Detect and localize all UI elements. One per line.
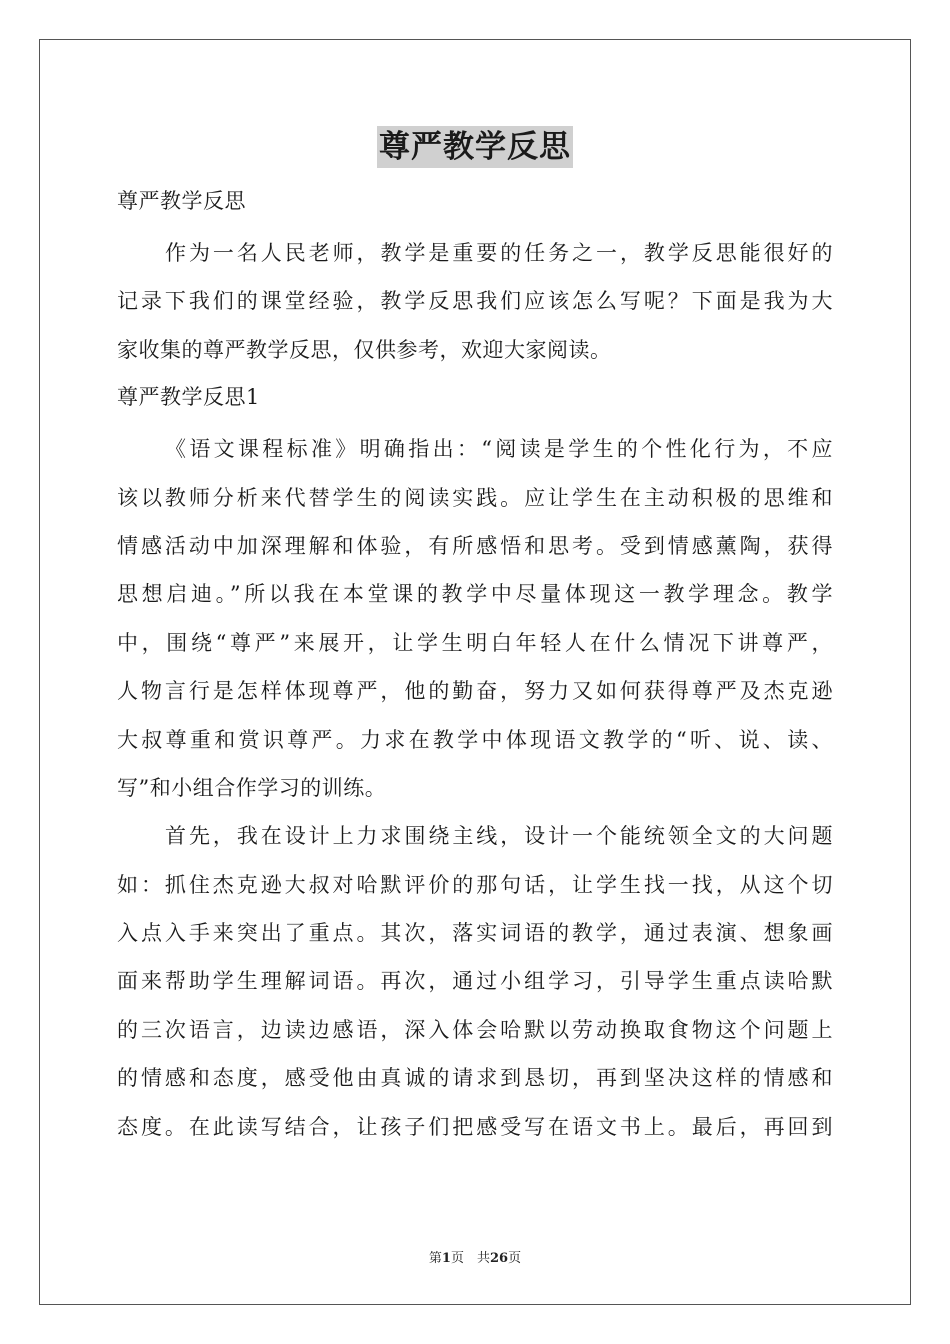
intro-heading: 尊严教学反思 <box>117 189 246 213</box>
paragraph-line: 《语文课程标准》明确指出：“阅读是学生的个性化行为，不应 <box>165 437 833 462</box>
page-footer <box>0 1247 950 1266</box>
footer-page-suffix: 页 <box>508 1251 522 1266</box>
document-title: 尊严教学反思 <box>377 126 573 168</box>
paragraph-line: 中，围绕“尊严”来展开，让学生明白年轻人在什么情况下讲尊严， <box>117 630 833 655</box>
paragraph-line: 态度。在此读写结合，让孩子们把感受写在语文书上。最后，再回到 <box>117 1114 833 1139</box>
title-container <box>0 126 950 168</box>
paragraph-line: 大叔尊重和赏识尊严。力求在教学中体现语文教学的“听、说、读、 <box>117 727 833 752</box>
paragraph-line: 思想启迪。”所以我在本堂课的教学中尽量体现这一教学理念。教学 <box>117 582 833 607</box>
paragraph-line: 面来帮助学生理解词语。再次，通过小组学习，引导学生重点读哈默 <box>117 969 833 994</box>
paragraph-line: 首先，我在设计上力求围绕主线，设计一个能统领全文的大问题 <box>165 824 833 849</box>
paragraph-line: 写”和小组合作学习的训练。 <box>117 775 387 800</box>
paragraph-line: 情感活动中加深理解和体验，有所感悟和思考。受到情感薰陶，获得 <box>117 533 833 558</box>
paragraph-line: 的情感和态度，感受他由真诚的请求到恳切，再到坚决这样的情感和 <box>117 1066 833 1091</box>
paragraph-line: 如：抓住杰克逊大叔对哈默评价的那句话，让学生找一找，从这个切 <box>117 872 833 897</box>
footer-current-page: 1 <box>441 1251 451 1266</box>
section-heading: 尊严教学反思1 <box>117 385 260 410</box>
footer-total-pages: 26 <box>489 1251 509 1266</box>
paragraph-line: 作为一名人民老师，教学是重要的任务之一，教学反思能很好的 <box>165 241 833 265</box>
footer-page-prefix: 第 <box>428 1251 442 1266</box>
paragraph-line: 人物言行是怎样体现尊严，他的勤奋，努力又如何获得尊严及杰克逊 <box>117 679 833 704</box>
document-body <box>117 178 833 1151</box>
paragraph-line: 入点入手来突出了重点。其次，落实词语的教学，通过表演、想象画 <box>117 921 833 946</box>
paragraph-line: 该以教师分析来代替学生的阅读实践。应让学生在主动积极的思维和 <box>117 485 833 510</box>
paragraph-line: 的三次语言，边读边感语，深入体会哈默以劳动换取食物这个问题上 <box>117 1017 833 1042</box>
paragraph-line: 记录下我们的课堂经验，教学反思我们应该怎么写呢？下面是我为大 <box>117 289 833 314</box>
paragraph-line: 家收集的尊严教学反思，仅供参考，欢迎大家阅读。 <box>117 337 612 362</box>
footer-page-mid: 页 共 <box>450 1251 490 1266</box>
